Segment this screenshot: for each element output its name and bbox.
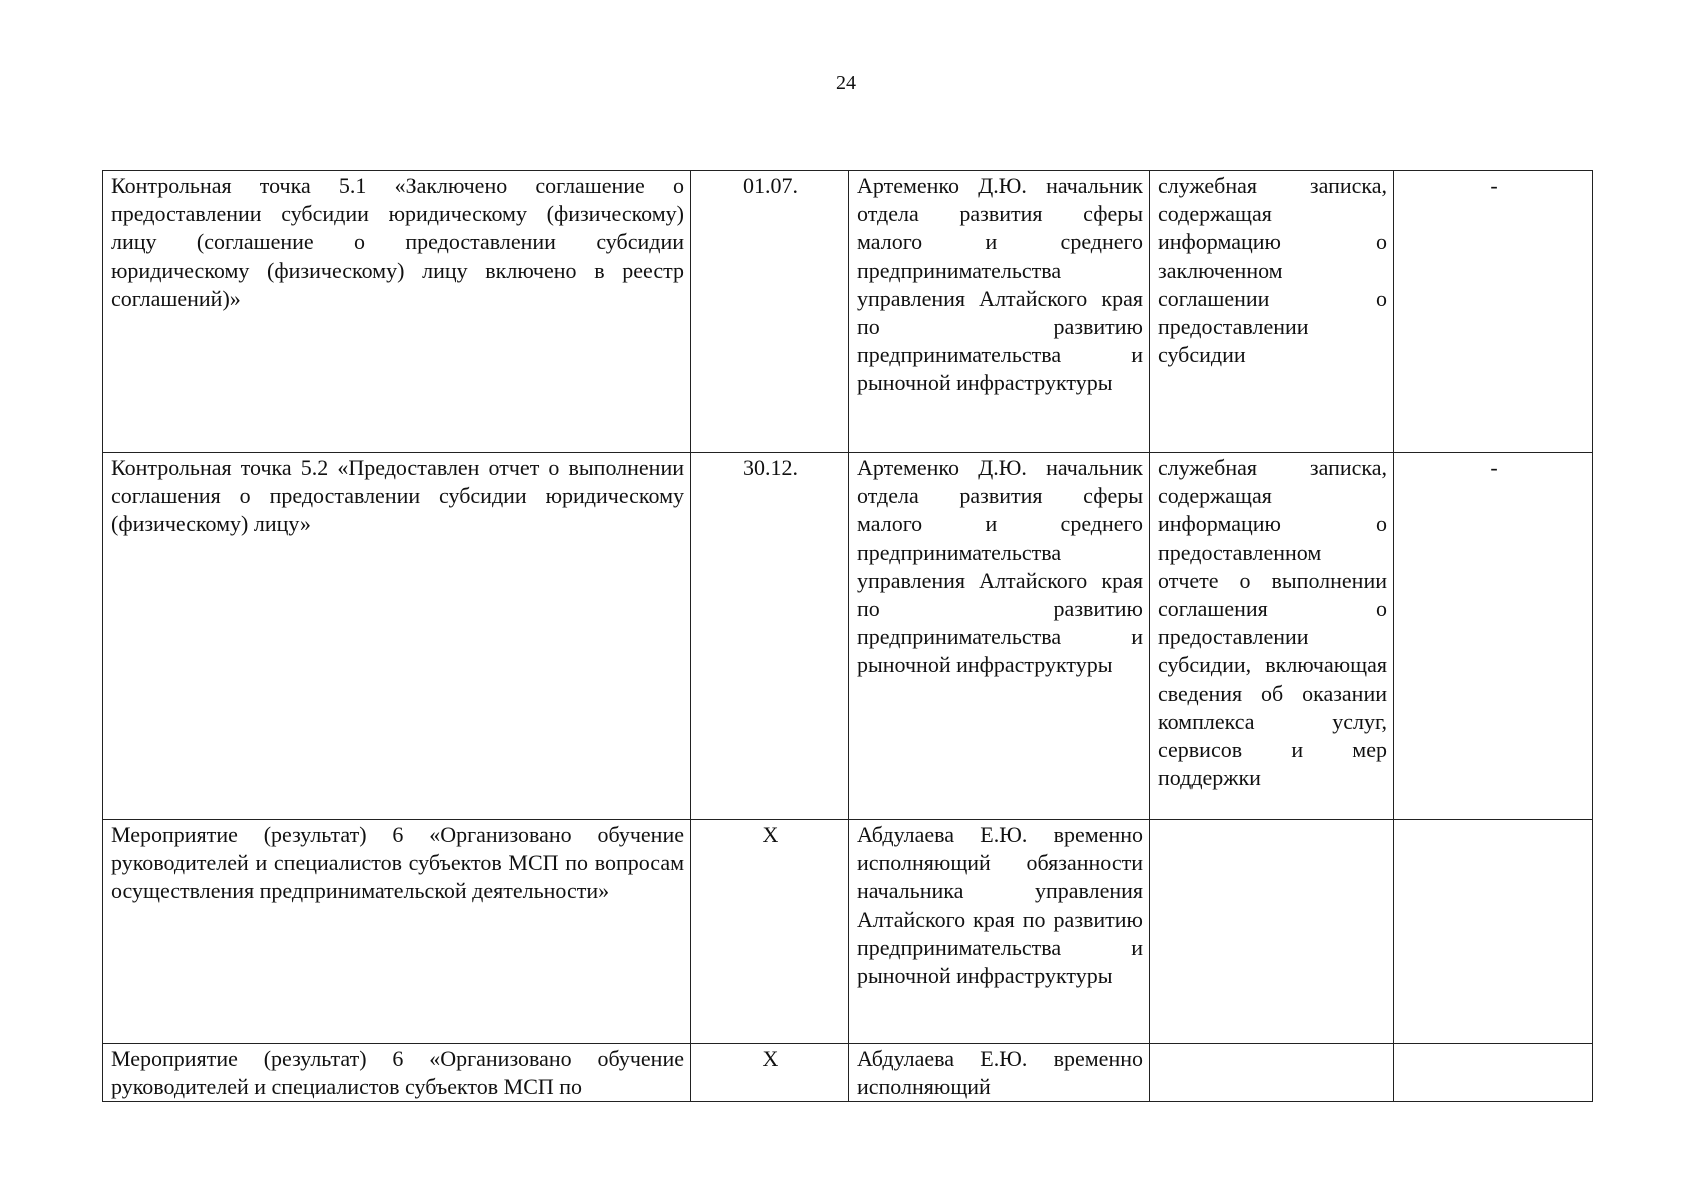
description-text: Мероприятие (результат) 6 «Организовано обучение руководителей и специалистов субъектов МСП по — [111, 1046, 684, 1100]
description-cell — [103, 820, 691, 1044]
last-text: - — [1490, 455, 1498, 480]
responsible-cell — [849, 820, 1150, 1044]
table-row — [103, 453, 1593, 820]
date-text: 30.12. — [743, 455, 798, 480]
date-text: 01.07. — [743, 173, 798, 198]
control-points-table — [102, 170, 1593, 1102]
document-cell — [1150, 171, 1394, 453]
table-row — [103, 1044, 1593, 1102]
date-text: Х — [762, 822, 779, 847]
responsible-text: Артеменко Д.Ю. начальник отдела развития сферы малого и среднего предпринимательства управления Алтайского края по развитию предпринимательства и рыночной инфраструктуры — [857, 455, 1143, 678]
table-row — [103, 820, 1593, 1044]
description-text: Контрольная точка 5.1 «Заключено соглашение о предоставлении субсидии юридическому (физическому) лицу (соглашение о предоставлении субсидии юридическому (физическому) лицу включено в реестр соглашений)» — [111, 173, 684, 311]
responsible-text: Абдулаева Е.Ю. временно исполняющий обязанности начальника управления Алтайского края по развитию предпринимательства и рыночной инфраструктуры — [857, 822, 1143, 989]
page-number: 24 — [836, 72, 856, 94]
last-cell — [1394, 171, 1593, 453]
document-cell — [1150, 820, 1394, 1044]
document-cell — [1150, 1044, 1394, 1102]
date-cell — [691, 453, 849, 820]
document-text: служебная записка, содержащая информацию о предоставленном отчете о выполнении соглашения о предоставлении субсидии, включающая сведения об оказании комплекса услуг, сервисов и мер поддержки — [1158, 455, 1387, 791]
document-text: служебная записка, содержащая информацию о заключенном соглашении о предоставлении субсидии — [1158, 173, 1387, 368]
responsible-text: Артеменко Д.Ю. начальник отдела развития сферы малого и среднего предпринимательства управления Алтайского края по развитию предпринимательства и рыночной инфраструктуры — [857, 173, 1143, 396]
description-text: Мероприятие (результат) 6 «Организовано обучение руководителей и специалистов субъектов МСП по вопросам осуществления предпринимательской деятельности» — [111, 822, 684, 904]
responsible-cell — [849, 171, 1150, 453]
description-cell — [103, 1044, 691, 1102]
description-cell — [103, 171, 691, 453]
date-text: Х — [762, 1046, 779, 1071]
date-cell — [691, 171, 849, 453]
document-cell — [1150, 453, 1394, 820]
last-cell — [1394, 453, 1593, 820]
responsible-text: Абдулаева Е.Ю. временно исполняющий — [857, 1046, 1143, 1100]
responsible-cell — [849, 1044, 1150, 1102]
table-row — [103, 171, 1593, 453]
last-cell — [1394, 820, 1593, 1044]
last-text: - — [1490, 173, 1498, 198]
date-cell — [691, 1044, 849, 1102]
responsible-cell — [849, 453, 1150, 820]
description-text: Контрольная точка 5.2 «Предоставлен отчет о выполнении соглашения о предоставлении субсидии юридическому (физическому) лицу» — [111, 455, 684, 537]
date-cell — [691, 820, 849, 1044]
description-cell — [103, 453, 691, 820]
last-cell — [1394, 1044, 1593, 1102]
